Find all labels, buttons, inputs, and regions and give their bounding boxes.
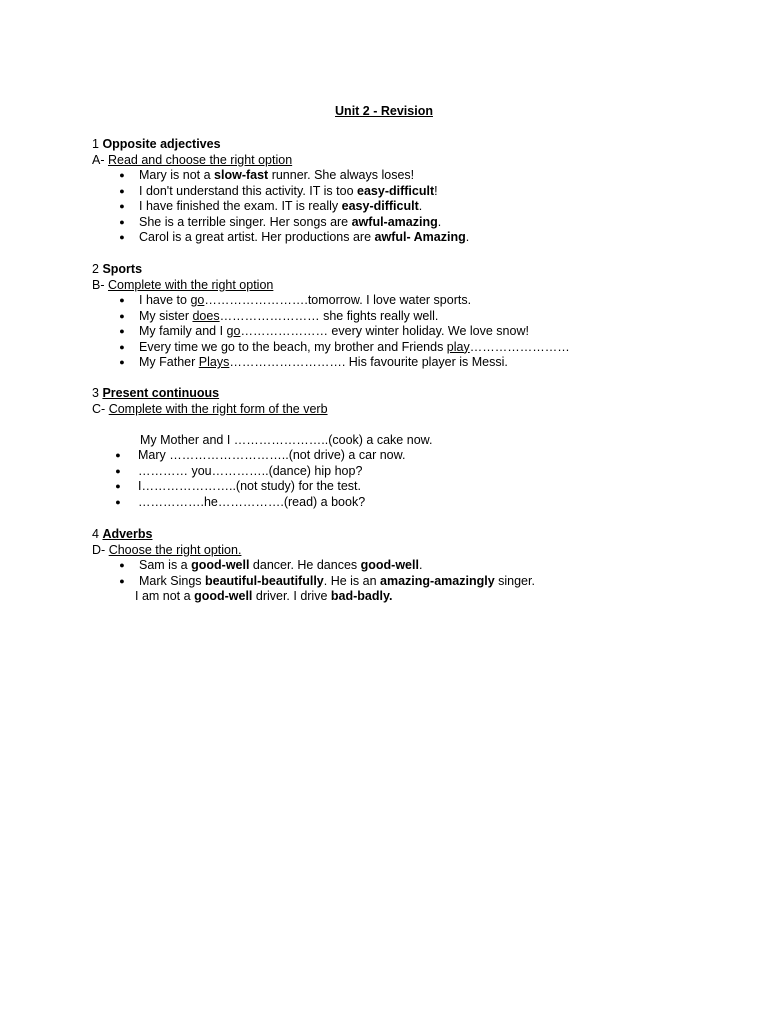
exercise-list	[92, 293, 732, 371]
exercise-first-line: My Mother and I …………………..(cook) a cake now.	[140, 432, 433, 447]
list-item: ● I have finished the exam. IT is really easy-difficult.	[92, 199, 732, 215]
list-item: ● Mary ………………………..(not drive) a car now.	[92, 448, 732, 464]
exercise-list	[92, 168, 732, 246]
list-item: ● My family and I go………………… every winter holiday. We love snow!	[92, 324, 732, 340]
bullet-icon: ●	[119, 341, 125, 352]
bullet-icon: ●	[119, 170, 125, 180]
list-item: ● My Father Plays………………………. His favourite player is Messi.	[92, 355, 732, 371]
section-instruction: D- Choose the right option.	[92, 542, 242, 557]
bullet-icon: ●	[119, 216, 125, 227]
list-item: ● Every time we go to the beach, my brother and Friends play……………………	[92, 340, 732, 356]
bullet-icon: ●	[119, 575, 125, 586]
list-item: ● I have to go…………………….tomorrow. I love water sports.	[92, 293, 732, 309]
exercise-list	[92, 558, 732, 589]
bullet-icon: ●	[119, 357, 125, 367]
list-item: ● I don't understand this activity. IT is too easy-difficult!	[92, 184, 732, 200]
list-item: ● My sister does…………………… she fights really well.	[92, 309, 732, 325]
bullet-icon: ●	[119, 185, 125, 196]
section-present-continuous	[92, 386, 732, 510]
bullet-icon: ●	[115, 450, 121, 460]
section-instruction: A- Read and choose the right option	[92, 152, 293, 167]
list-item: ● Mark Sings beautiful-beautifully. He is an amazing-amazingly singer.	[92, 574, 732, 590]
list-item: ● She is a terrible singer. Her songs are awful-amazing.	[92, 215, 732, 231]
bullet-icon: ●	[119, 560, 125, 570]
section-adverbs	[92, 527, 732, 605]
bullet-icon: ●	[119, 326, 125, 336]
section-opposite-adjectives	[92, 137, 732, 246]
bullet-icon: ●	[115, 496, 121, 507]
exercise-last-line: I am not a good-well driver. I drive bad-badly.	[135, 589, 393, 603]
bullet-icon: ●	[119, 201, 125, 211]
list-item: ● …………….he…………….(read) a book?	[92, 495, 732, 511]
section-heading: 2 Sports	[92, 262, 143, 276]
section-heading: 4 Adverbs	[92, 527, 153, 541]
section-instruction: B- Complete with the right option	[92, 277, 274, 292]
exercise-list	[92, 448, 732, 510]
bullet-icon: ●	[119, 232, 125, 242]
list-item: ● ………… you…………..(dance) hip hop?	[92, 464, 732, 480]
bullet-icon: ●	[119, 310, 125, 321]
list-item: ● Sam is a good-well dancer. He dances good-well.	[92, 558, 732, 574]
bullet-icon: ●	[119, 295, 125, 305]
list-item: ● Mary is not a slow-fast runner. She always loses!	[92, 168, 732, 184]
page-title: Unit 2 - Revision	[335, 104, 433, 118]
list-item: ● I…………………..(not study) for the test.	[92, 479, 732, 495]
list-item: ● Carol is a great artist. Her productions are awful- Amazing.	[92, 230, 732, 246]
bullet-icon: ●	[115, 465, 121, 476]
bullet-icon: ●	[115, 481, 121, 491]
section-instruction: C- Complete with the right form of the verb	[92, 401, 328, 416]
section-heading: 1 Opposite adjectives	[92, 137, 221, 151]
section-heading: 3 Present continuous	[92, 386, 220, 400]
section-sports	[92, 262, 732, 371]
